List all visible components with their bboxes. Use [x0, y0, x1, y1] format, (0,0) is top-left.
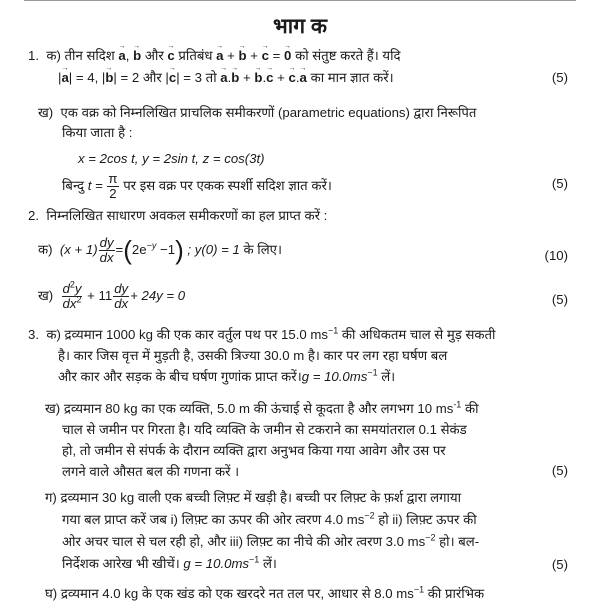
- q1-a-line1: 1. क) तीन सदिश → a, → b और → c प्रतिबंध → a + → b + → c = → 0 को संतुष्ट करते हैं। यदि: [28, 47, 401, 64]
- vector-c: → c: [262, 47, 269, 64]
- text: और कार और सड़क के बीच घर्षण गुणांक प्राप्त करें।: [58, 369, 302, 384]
- q3-c-line1: [45, 489, 461, 506]
- vector-c: → c: [167, 47, 174, 64]
- q1-a-line2: |→ a| = 4, |→ b| = 2 और |→ c| = 3 तो → a.→ b + → b.→ c + → c.→ a का मान ज्ञात करें।: [58, 69, 394, 86]
- text: तो: [205, 70, 217, 85]
- part-label: क): [46, 327, 61, 342]
- exponent: −y: [146, 240, 157, 251]
- question-number: 3.: [28, 327, 39, 342]
- text: बिन्दु: [62, 177, 85, 193]
- text: और: [142, 70, 162, 85]
- q3-b-line3: हो, तो जमीन से संपर्क के दौरान व्यक्ति द्वारा अनुभव किया गया आवेग और उस पर: [62, 443, 446, 458]
- op: +: [227, 48, 235, 63]
- exponent: −1: [367, 367, 378, 378]
- marks: (5): [551, 557, 568, 572]
- text: लें।: [259, 556, 277, 571]
- math: 2e: [131, 241, 147, 257]
- q3-a-line3: [58, 368, 395, 385]
- q3-c-line4: [62, 555, 277, 572]
- exponent: 2: [69, 279, 75, 290]
- text: के लिए।: [243, 241, 282, 257]
- math: ; y(0) = 1: [187, 241, 240, 257]
- text: लें।: [377, 369, 396, 384]
- exponent: −1: [327, 325, 339, 336]
- numerator: dy: [114, 281, 129, 296]
- part-label: ख): [45, 401, 61, 416]
- vector-b: → b: [239, 47, 247, 64]
- marks: (5): [551, 292, 568, 307]
- vector-b: → b: [254, 69, 262, 86]
- text: को संतुष्ट करते हैं। यदि: [295, 48, 401, 63]
- q2-intro: [28, 207, 327, 224]
- math: + 11: [87, 287, 113, 303]
- vector-b: → b: [105, 69, 113, 86]
- op: .: [262, 70, 267, 85]
- marks: (5): [551, 176, 568, 191]
- text: का मान ज्ञात करें।: [310, 70, 394, 85]
- q3-b-line4: लगने वाले औसत बल की गणना करें ।: [62, 464, 240, 479]
- text: हो ii) लिफ़्ट ऊपर की: [374, 512, 477, 527]
- section-title: भाग क: [273, 15, 327, 38]
- marks: (5): [551, 463, 568, 478]
- text: निम्नलिखित साधारण अवकल समीकरणों का हल प्राप्त करें :: [46, 208, 328, 223]
- text: द्रव्यमान 1000 kg की एक कार वर्तुल पथ पर 15.0 ms: [64, 327, 328, 342]
- part-label: ग): [45, 490, 57, 505]
- text: की अधिकतम चाल से मुड़ सकती: [338, 327, 496, 342]
- part-label: घ): [45, 586, 58, 601]
- vector-a: → a: [61, 69, 68, 86]
- parametric-equations: x = 2cos t, y = 2sin t, z = cos(3t): [78, 151, 265, 166]
- vector-b: → b: [231, 69, 239, 86]
- part-label: ख): [38, 287, 54, 303]
- part-label: ख): [38, 105, 54, 120]
- math: dx: [62, 296, 77, 311]
- vector-a: → a: [216, 47, 223, 64]
- text: द्रव्यमान 30 kg वाली एक बच्ची लिफ़्ट में खड़ी है। बच्ची पर लिफ़्ट के फ़र्श द्वारा लगाया: [60, 490, 462, 505]
- top-rule: [24, 0, 576, 1]
- vector-c: → c: [266, 69, 273, 86]
- text: और: [144, 48, 164, 63]
- vector-a: → a: [118, 47, 125, 64]
- fraction-dy-dx: [99, 236, 115, 265]
- exponent: −2: [425, 532, 436, 543]
- question-number: 1.: [28, 48, 39, 63]
- text: पर इस वक्र पर एकक स्पर्शी सदिश ज्ञात करें।: [123, 177, 332, 193]
- marks: (10): [544, 248, 568, 263]
- q1-b-line2: किया जाता है :: [62, 125, 133, 140]
- text: की: [461, 401, 479, 416]
- denominator: dx: [114, 296, 129, 311]
- q3-d-line1: [45, 585, 484, 602]
- math: t =: [87, 177, 103, 193]
- op: =: [272, 48, 281, 63]
- text: = 3: [183, 70, 202, 85]
- q3-c-line2: [62, 511, 477, 528]
- vector-c: → c: [169, 69, 176, 86]
- fraction-pi-over-2: [107, 172, 118, 201]
- q1-b-line4: [62, 172, 332, 201]
- text: की प्रारंभिक: [424, 586, 485, 601]
- exponent: −1: [249, 554, 260, 565]
- text: = 2: [120, 70, 140, 85]
- math: g = 10.0ms: [301, 369, 368, 384]
- exponent: 2: [76, 294, 82, 305]
- op: +: [250, 48, 258, 63]
- numerator: π: [108, 171, 118, 186]
- text: एक वक्र को निम्नलिखित प्राचलिक समीकरणों (parametric equations) द्वारा निरूपित: [60, 105, 477, 120]
- op: .: [295, 70, 300, 85]
- q3-c-line3: [62, 533, 479, 550]
- vector-b: → b: [133, 47, 141, 64]
- text: तीन सदिश: [64, 48, 115, 63]
- exponent: -1: [453, 399, 462, 410]
- numerator: dy: [99, 235, 114, 250]
- text: द्रव्यमान 4.0 kg के एक खंड को एक खरदरे नत तल पर, आधार से 8.0 ms: [60, 586, 414, 601]
- text: = 4,: [75, 70, 99, 85]
- vector-c: → c: [289, 69, 296, 86]
- q3-a-line2: है। कार जिस वृत्त में मुड़ती है, उसकी त्रिज्या 30.0 m है। कार पर लग रहा घर्षण बल: [58, 348, 448, 363]
- math: y: [74, 281, 82, 296]
- exponent: −2: [364, 510, 375, 521]
- op: .: [227, 70, 232, 85]
- math: (x + 1): [59, 241, 98, 257]
- denominator: dx: [99, 250, 114, 265]
- q3-b-line1: [45, 400, 479, 417]
- q1-b-line1: [38, 104, 476, 121]
- denominator: 2: [109, 186, 117, 201]
- fraction-d2y-dx2: [62, 279, 83, 311]
- part-label: क): [46, 48, 61, 63]
- op: +: [277, 70, 285, 85]
- denominator: [62, 294, 83, 311]
- q2-a-equation: क) (x + 1) $\frac{dy}{dx}$ $=(2e^{-y} -1)$ ; y(0) = 1 के लिए।: [38, 235, 282, 265]
- vector-a: → a: [300, 69, 307, 86]
- vector-zero: → 0: [284, 47, 291, 64]
- text: निर्देशक आरेख भी खीचें।: [62, 556, 180, 571]
- op: =: [115, 241, 124, 257]
- text: ओर अचर चाल से चल रही हो, और iii) लिफ़्ट का नीचे की ओर त्वरण 3.0 ms: [62, 534, 426, 549]
- text: हो। बल-: [435, 534, 480, 549]
- math: g = 10.0ms: [183, 556, 250, 571]
- math: −1: [160, 241, 176, 257]
- marks: (5): [551, 70, 568, 85]
- part-label: क): [38, 241, 53, 257]
- fraction-dy-dx: [113, 282, 129, 311]
- q3-a-line1: [28, 326, 495, 343]
- math: d: [62, 281, 70, 296]
- math: + 24y = 0: [130, 287, 186, 303]
- op: +: [243, 70, 251, 85]
- exponent: −1: [413, 584, 425, 595]
- vector-a: → a: [220, 69, 227, 86]
- question-number: 2.: [28, 208, 39, 223]
- q2-b-equation: [38, 279, 186, 311]
- text: गया बल प्राप्त करें जब i) लिफ़्ट का ऊपर की ओर त्वरण 4.0 ms: [62, 512, 365, 527]
- q3-b-line2: चाल से जमीन पर गिरता है। यदि व्यक्ति के जमीन से टकराने का समयांतराल 0.1 सेकंड: [62, 422, 467, 437]
- text: प्रतिबंध: [178, 48, 213, 63]
- text: द्रव्यमान 80 kg का एक व्यक्ति, 5.0 m की ऊंचाई से कूदता है और लगभग 10 ms: [63, 401, 454, 416]
